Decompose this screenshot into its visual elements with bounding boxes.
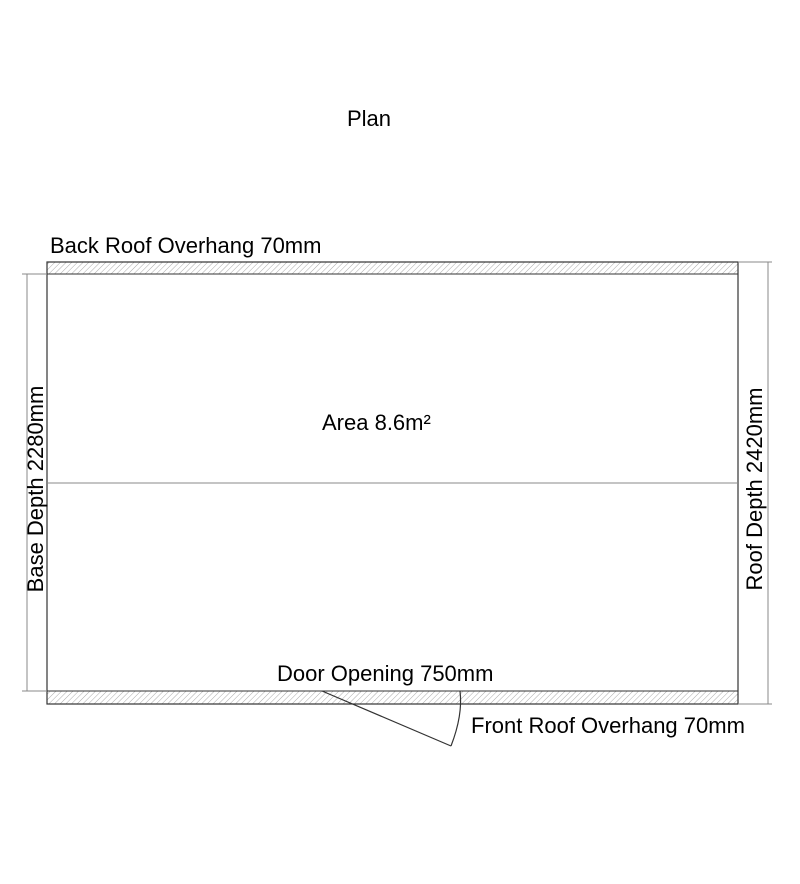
area-label: Area 8.6m² [322, 410, 431, 435]
base-depth-label: Base Depth 2280mm [23, 385, 48, 593]
door-opening-label: Door Opening 750mm [277, 661, 494, 686]
roof-depth-label: Roof Depth 2420mm [742, 387, 767, 591]
front-overhang-label: Front Roof Overhang 70mm [471, 713, 745, 738]
back-overhang-label: Back Roof Overhang 70mm [50, 233, 322, 258]
page-title: Plan [347, 106, 392, 131]
back-overhang-strip [47, 262, 738, 274]
front-overhang-strip [47, 691, 738, 704]
